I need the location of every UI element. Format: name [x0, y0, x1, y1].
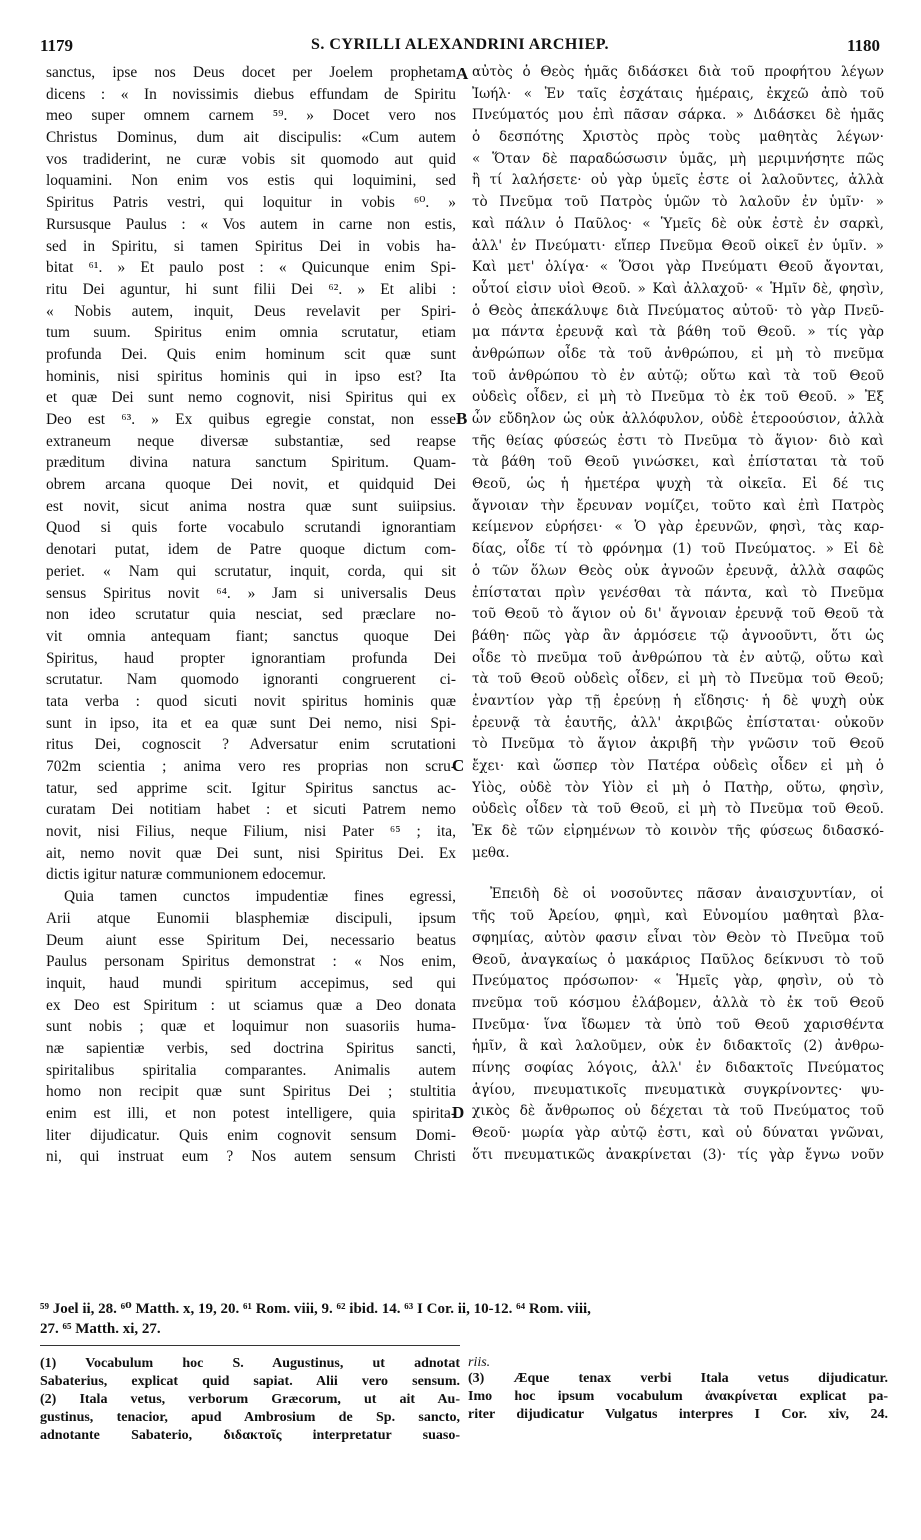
- latin-text-line: ritu Dei aguntur, hi sunt filii Dei ⁶². » Et alibi :: [46, 280, 456, 298]
- footnotes-right: [468, 1355, 888, 1424]
- latin-text-line: enim est illi, et non potest intelligere, quia spirita-: [46, 1105, 456, 1122]
- latin-text-line: extraneum neque diversæ substantiæ, sed reapse: [46, 432, 456, 450]
- latin-text-line: « Nobis autem, inquit, Deus revelavit per Spiri-: [46, 302, 456, 320]
- latin-text-line: tum suum. Spiritus enim omnia scrutatur, etiam: [46, 324, 456, 342]
- latin-text-line: ritus Dei, cognoscit ? Adversatur enim scrutationi: [46, 736, 456, 754]
- latin-text-line: novit, nisi Filius, neque Filium, nisi Pater ⁶⁵ ; ita,: [46, 823, 456, 841]
- section-marker-b: B: [456, 409, 468, 428]
- latin-text-line: 702m scientia ; anima vero res proprias non scru-: [46, 758, 456, 775]
- greek-text-line: Πνεύματος πρόσωπον· « Ἡμεῖς γὰρ, φησὶν, οὐ τὸ: [472, 973, 884, 990]
- greek-text-line: Θεοῦ, ἀναγκαίως ὁ μακάριος Παῦλος δείκνυσι τὸ τοῦ: [472, 951, 884, 968]
- latin-text-line: næ sapientiæ verbis, sed doctrina Spiritus sancti,: [46, 1039, 456, 1057]
- greek-text-line: ἄγνοιαν τὴν ἔρευναν νομίζει, τοῦτο καὶ ἐπὶ Πατρὸς: [472, 497, 884, 514]
- latin-text-line: ait, nemo novit quæ Dei sunt, nisi Spiritus Dei. Ex: [46, 844, 456, 862]
- latin-text-line: liter dijudicatur. Quis enim cognovit sensum Domi-: [46, 1126, 456, 1144]
- latin-text-line: præditum divina natura sanctum Spiritum. Quam-: [46, 454, 456, 472]
- greek-text-line: καὶ πάλιν ὁ Παῦλος· « Ὑμεῖς δὲ οὐκ ἐστὲ ἐν σαρκὶ,: [472, 215, 884, 232]
- page-number-left: 1179: [40, 36, 74, 55]
- greek-text-line: « Ὅταν δὲ παραδώσωσιν ὑμᾶς, μὴ μεριμνήσητε πῶς: [472, 150, 884, 167]
- greek-text-line: μα πάντα ἐρευνᾷ καὶ τὰ βάθη τοῦ Θεοῦ. » τίς γὰρ: [472, 324, 884, 341]
- latin-text-line: hominis, nisi spiritus hominis qui in ipso est? Ita: [46, 367, 456, 385]
- latin-text-line: denotari putat, idem de Patre quoque dictum com-: [46, 541, 456, 559]
- latin-text-line: Arii atque Eunomii blasphemiæ discipuli, ipsum: [46, 909, 456, 927]
- latin-text-line: dicens : « In novissimis diebus effundam de Spiritu: [46, 85, 456, 103]
- greek-text-line: Υἱὸς, οὐδὲ τὸν Υἱὸν εἰ μὴ ὁ Πατὴρ, οὕτω, φησὶν,: [472, 779, 884, 796]
- greek-text-line: οὐδεὶς οἶδεν τὰ τοῦ Θεοῦ, εἰ μὴ τὸ Πνεῦμα τοῦ Θεοῦ.: [472, 801, 884, 818]
- footnote-line: (1) Vocabulum hoc S. Augustinus, ut adnotat: [40, 1356, 460, 1371]
- latin-text-line: tata verba : quod sicuti novit spiritus hominis quæ: [46, 692, 456, 710]
- greek-text-line: Ἰωήλ· « Ἐν ταῖς ἐσχάταις ἡμέραις, ἐκχεῶ ἀπὸ τοῦ: [472, 85, 884, 102]
- section-marker-d: D: [452, 1103, 465, 1122]
- latin-text-line: dictis igitur naturæ communionem edocemur.: [46, 866, 326, 884]
- greek-text-line: πίνης σοφίας λόγοις, ἀλλ' ἐν διδακτοῖς Πνεύματος: [472, 1059, 884, 1076]
- footnotes-left: [40, 1355, 460, 1445]
- greek-text-line: τοῦ ἀνθρώπου τὸ ἐν αὐτῷ; οὕτω καὶ τὰ τοῦ Θεοῦ: [472, 367, 884, 384]
- latin-text-line: et quæ Dei sunt nemo cognovit, nisi Spiritus qui ex: [46, 389, 456, 407]
- greek-text-line: ἁγίου, πνευματικοῖς πνευματικὰ συγκρίνοντες· ψυ-: [472, 1081, 884, 1098]
- latin-text-line: sunt in ipso, ita et ea quæ sunt Dei nemo, nisi Spi-: [46, 714, 456, 732]
- greek-text-line: τῆς θείας φύσεώς ἐστι τὸ Πνεῦμα τὸ ἅγιον· διὸ καὶ: [472, 432, 884, 449]
- greek-text-line: Καὶ μετ' ὀλίγα· « Ὅσοι γὰρ Πνεύματι Θεοῦ ἄγονται,: [472, 259, 884, 276]
- footnote-line: Sabaterius, explicat quid sapiat. Alii vero sensum.: [40, 1374, 460, 1389]
- latin-text-line: tatur, sed apprime scit. Igitur Spiritus sanctus ac-: [46, 779, 456, 797]
- latin-column: [46, 62, 456, 1168]
- latin-text-line: sanctus, ipse nos Deus docet per Joelem prophetam: [46, 64, 456, 81]
- greek-text-line: ἀλλ' ἐν Πνεύματι· εἴπερ Πνεῦμα Θεοῦ οἰκεῖ ἐν ὑμῖν. »: [472, 237, 884, 254]
- latin-text-line: Deo est ⁶³. » Ex quibus egregie constat, non esse: [46, 411, 456, 428]
- latin-text-line: sed in Spiritu, si tamen Spiritus Dei in vobis ha-: [46, 237, 456, 255]
- latin-text-line: vit omnia antequam fiant; sanctus quoque Dei: [46, 627, 456, 645]
- scripture-references: [40, 1299, 890, 1339]
- greek-text-line: τὸ Πνεῦμα τὸ ἅγιον ἀκριβῆ τὴν γνῶσιν τοῦ Θεοῦ: [472, 736, 884, 753]
- footnote-line: (2) Itala vetus, verborum Græcorum, ut ait Au-: [40, 1392, 460, 1407]
- section-marker-c: C: [452, 756, 465, 775]
- latin-text-line: homo non recipit quæ sunt Spiritus Dei ; stultitia: [46, 1083, 456, 1101]
- greek-text-line: ὅτι πνευματικῶς ἀνακρίνεται (3)· τίς γὰρ ἔγνω νοῦν: [472, 1146, 884, 1163]
- latin-text-line: profunda Dei. Quis enim hominum scit quæ sunt: [46, 345, 456, 363]
- greek-text-line: ὁ τῶν ὅλων Θεὸς οὐκ ἀγνοῶν ἐρευνᾷ, ἀλλὰ σαφῶς: [472, 562, 884, 579]
- latin-text-line: sensus Spiritus novit ⁶⁴. » Jam si universalis Deus: [46, 584, 456, 602]
- latin-text-line: Christus Dominus, dum ait discipulis: «Cum autem: [46, 129, 456, 147]
- latin-text-line: Quod si quis forte vocabulo scrutandi ignorantiam: [46, 519, 456, 537]
- greek-text-line: χικὸς δὲ ἄνθρωπος οὐ δέχεται τὰ τοῦ Πνεύματος τοῦ: [472, 1103, 884, 1120]
- greek-text-line: ἡμῖν, ἃ καὶ λαλοῦμεν, οὐκ ἐν διδακτοῖς (2) ἀνθρω-: [472, 1038, 884, 1055]
- latin-text-line: est novit, sicut anima nostra quæ sunt suiipsius.: [46, 497, 456, 515]
- latin-text-line: Rursusque Paulus : « Vos autem in carne non estis,: [46, 215, 456, 233]
- greek-text-line: αὐτὸς ὁ Θεὸς ἡμᾶς διδάσκει διὰ τοῦ προφήτου λέγων: [472, 64, 884, 80]
- greek-text-line: Ἐκ δὲ τῶν εἰρημένων τὸ κοινὸν τῆς φύσεως διδασκό-: [472, 823, 884, 840]
- page-number-right: 1180: [846, 36, 880, 55]
- greek-text-line: τὰ βάθη τοῦ Θεοῦ γινώσκει, καὶ ἐπίσταται τὰ τοῦ: [472, 454, 884, 471]
- latin-text-line: Paulus personam Spiritus demonstrat : « Nos enim,: [46, 953, 456, 971]
- greek-text-line: κείμενον εὑρήσει· « Ὁ γὰρ ἐρευνῶν, φησὶ, τὰς καρ-: [472, 519, 884, 536]
- greek-text-line: ὁ Θεὸς ἀπεκάλυψε διὰ Πνεύματος αὐτοῦ· τὸ γὰρ Πνεῦ-: [472, 302, 884, 319]
- footnote-line: Imo hoc ipsum vocabulum ἀνακρίνεται explicat pa-: [468, 1389, 888, 1404]
- greek-text-line: ἔχει· καὶ ὥσπερ τὸν Πατέρα οὐδεὶς οἶδεν εἰ μὴ ὁ: [472, 758, 884, 774]
- footnote-divider: [40, 1345, 460, 1346]
- greek-text-line: Θεοῦ, ὡς ἡ ἡμετέρα ψυχὴ τὰ οἰκεῖα. Εἰ δέ τις: [472, 476, 884, 493]
- footnote-line: gustinus, tenacior, apud Ambrosium de Sp. sancto,: [40, 1410, 460, 1425]
- latin-text-line: loquamini. Non enim vos estis qui loquimini, sed: [46, 172, 456, 190]
- page-header: [40, 36, 880, 56]
- latin-text-line: spiritalibus spiritalia comparantes. Animalis autem: [46, 1061, 456, 1079]
- greek-text-line: ἢ τί λαλήσετε· οὐ γὰρ ὑμεῖς ἐστε οἱ λαλοῦντες, ἀλλὰ: [472, 172, 884, 189]
- scripture-note-line: ⁵⁹ Joel ii, 28. ⁶⁰ Matth. x, 19, 20. ⁶¹ Rom. viii, 9. ⁶² ibid. 14. ⁶³ I Cor. ii, 10-12. ⁶⁴ Rom. viii,: [40, 1301, 591, 1317]
- greek-text-line: ἀνθρώπων οἶδε τὰ τοῦ ἀνθρώπου, εἰ μὴ τὸ πνεῦμα: [472, 345, 884, 362]
- greek-text-line: τὸ Πνεῦμα τοῦ Πατρὸς ὑμῶν τὸ λαλοῦν ἐν ὑμῖν· »: [472, 194, 884, 211]
- greek-text-line: τοῦ Θεοῦ τὸ ἅγιον οὐ δι' ἄγνοιαν ἐρευνᾷ τοῦ Θεοῦ τὰ: [472, 606, 884, 623]
- greek-text-line: βάθη· πῶς γὰρ ἂν ἁρμόσειε τῷ ἀγνοοῦντι, ὅτι ὡς: [472, 627, 884, 644]
- greek-text-line: οὗτοί εἰσιν υἱοὶ Θεοῦ. » Καὶ ἀλλαχοῦ· « Ἡμῖν δὲ, φησὶν,: [472, 280, 884, 297]
- greek-text-line: μεθα.: [472, 844, 510, 861]
- greek-text-line: οἶδε τὸ πνεῦμα τοῦ ἀνθρώπου τὰ ἐν αὐτῷ, οὕτω καὶ: [472, 649, 884, 666]
- latin-text-line: vos tradiderint, ne curæ vobis sit quomodo aut quid: [46, 150, 456, 168]
- greek-text-line: Πνεύματός μου ἐπὶ πᾶσαν σάρκα. » Διδάσκει δὲ ἡμᾶς: [472, 107, 884, 124]
- latin-text-line: Spiritus Patris vestri, qui loquitur in vobis ⁶⁰. »: [46, 194, 456, 212]
- section-marker-a: A: [456, 64, 469, 83]
- latin-text-line: Deum aiunt esse Spiritum Dei, necessario beatus: [46, 931, 456, 949]
- latin-text-line: scrutatur. Nam quomodo ignoranti congruerent ci-: [46, 671, 456, 689]
- greek-text-line: δίας, οἶδε τί τὸ φρόνημα (1) τοῦ Πνεύματος. » Εἰ δὲ: [472, 541, 884, 558]
- greek-text-line: ὧν εὔδηλον ὡς οὐκ ἀλλόφυλον, οὐδὲ ἑτεροούσιον, ἀλλὰ: [472, 411, 884, 427]
- greek-text-line: τὰ τοῦ Θεοῦ οὐδεὶς οἶδεν, εἰ μὴ τὸ Πνεῦμα τοῦ Θεοῦ;: [472, 671, 884, 688]
- greek-text-line: ὁ δεσπότης Χριστὸς πρὸς τοὺς μαθητὰς λέγων·: [472, 129, 884, 146]
- footnote-line: adnotante Sabaterio, διδακτοῖς interpretatur suaso-: [40, 1428, 460, 1443]
- footnote-line: (3) Æque tenax verbi Itala vetus dijudicatur.: [468, 1371, 888, 1386]
- greek-text-line: Πνεῦμα· ἵνα ἴδωμεν τὰ ὑπὸ τοῦ Θεοῦ χαρισθέντα: [472, 1016, 884, 1033]
- footnote-line: riis.: [468, 1355, 491, 1370]
- greek-text-line: Ἐπειδὴ δὲ οἱ νοσοῦντες πᾶσαν ἀναισχυντίαν, οἱ: [490, 886, 884, 903]
- latin-text-line: Quia tamen cunctos impudentiæ fines egressi,: [64, 888, 456, 906]
- scripture-note-line: 27. ⁶⁵ Matth. xi, 27.: [40, 1321, 161, 1337]
- greek-text-line: σφημίας, αὐτὸν φασιν εἶναι τὸν Θεὸν τὸ Πνεῦμα τοῦ: [472, 929, 884, 946]
- latin-text-line: curatam Dei notitiam habet : et sicuti Patrem nemo: [46, 801, 456, 819]
- latin-text-line: bitat ⁶¹. » Et paulo post : « Quicunque enim Spi-: [46, 259, 456, 277]
- latin-text-line: ex Deo est Spiritum : ut sciamus quæ a Deo donata: [46, 996, 456, 1014]
- latin-text-line: obrem arcana quoque Dei novit, et quidquid Dei: [46, 476, 456, 494]
- latin-text-line: meo super omnem carnem ⁵⁹. » Docet vero nos: [46, 107, 456, 125]
- latin-text-line: sunt nobis ; quæ et loquimur non suasoriis huma-: [46, 1018, 456, 1036]
- latin-text-line: Spiritus, haud propter ignorantiam profunda Dei: [46, 649, 456, 667]
- greek-column: [472, 62, 884, 1166]
- greek-text-line: πνεῦμα τοῦ κόσμου ἐλάβομεν, ἀλλὰ τὸ ἐκ τοῦ Θεοῦ: [472, 994, 884, 1011]
- greek-text-line: ἐρευνᾷ τὰ ἑαυτῆς, ἀλλ' ἀκριβῶς ἐπίσταται· οὐκοῦν: [472, 714, 884, 731]
- latin-text-line: ni, qui instruat eum ? Nos autem sensum Christi: [46, 1148, 456, 1166]
- greek-text-line: ἐπίσταται πρὶν γενέσθαι τὰ πάντα, καὶ τὸ Πνεῦμα: [472, 584, 884, 601]
- greek-text-line: ἐναντίον γὰρ τῇ ἐρεύνῃ ἡ εἴδησις· ἡ δὲ ψυχὴ οὐκ: [472, 692, 884, 709]
- latin-text-line: inquit, haud mundi spiritum accepimus, sed qui: [46, 974, 456, 992]
- greek-text-line: τῆς τοῦ Ἀρείου, φημὶ, καὶ Εὐνομίου μαθηταὶ βλα-: [472, 908, 884, 925]
- running-title: S. CYRILLI ALEXANDRINI ARCHIEP.: [310, 36, 610, 53]
- greek-text-line: οὐδεὶς οἶδεν, εἰ μὴ τὸ Πνεῦμα τὸ ἐκ τοῦ Θεοῦ. » Ἐξ: [472, 389, 884, 406]
- greek-text-line: Θεοῦ· μωρία γὰρ αὐτῷ ἐστι, καὶ οὐ δύναται γνῶναι,: [472, 1125, 884, 1141]
- latin-text-line: periet. « Nam qui scrutatur, inquit, corda, qui sit: [46, 562, 456, 580]
- latin-text-line: non ideo scrutatur quia nesciat, sed præclare no-: [46, 606, 456, 624]
- footnote-line: riter dijudicatur Vulgatus interpres I Cor. xiv, 24.: [468, 1407, 888, 1422]
